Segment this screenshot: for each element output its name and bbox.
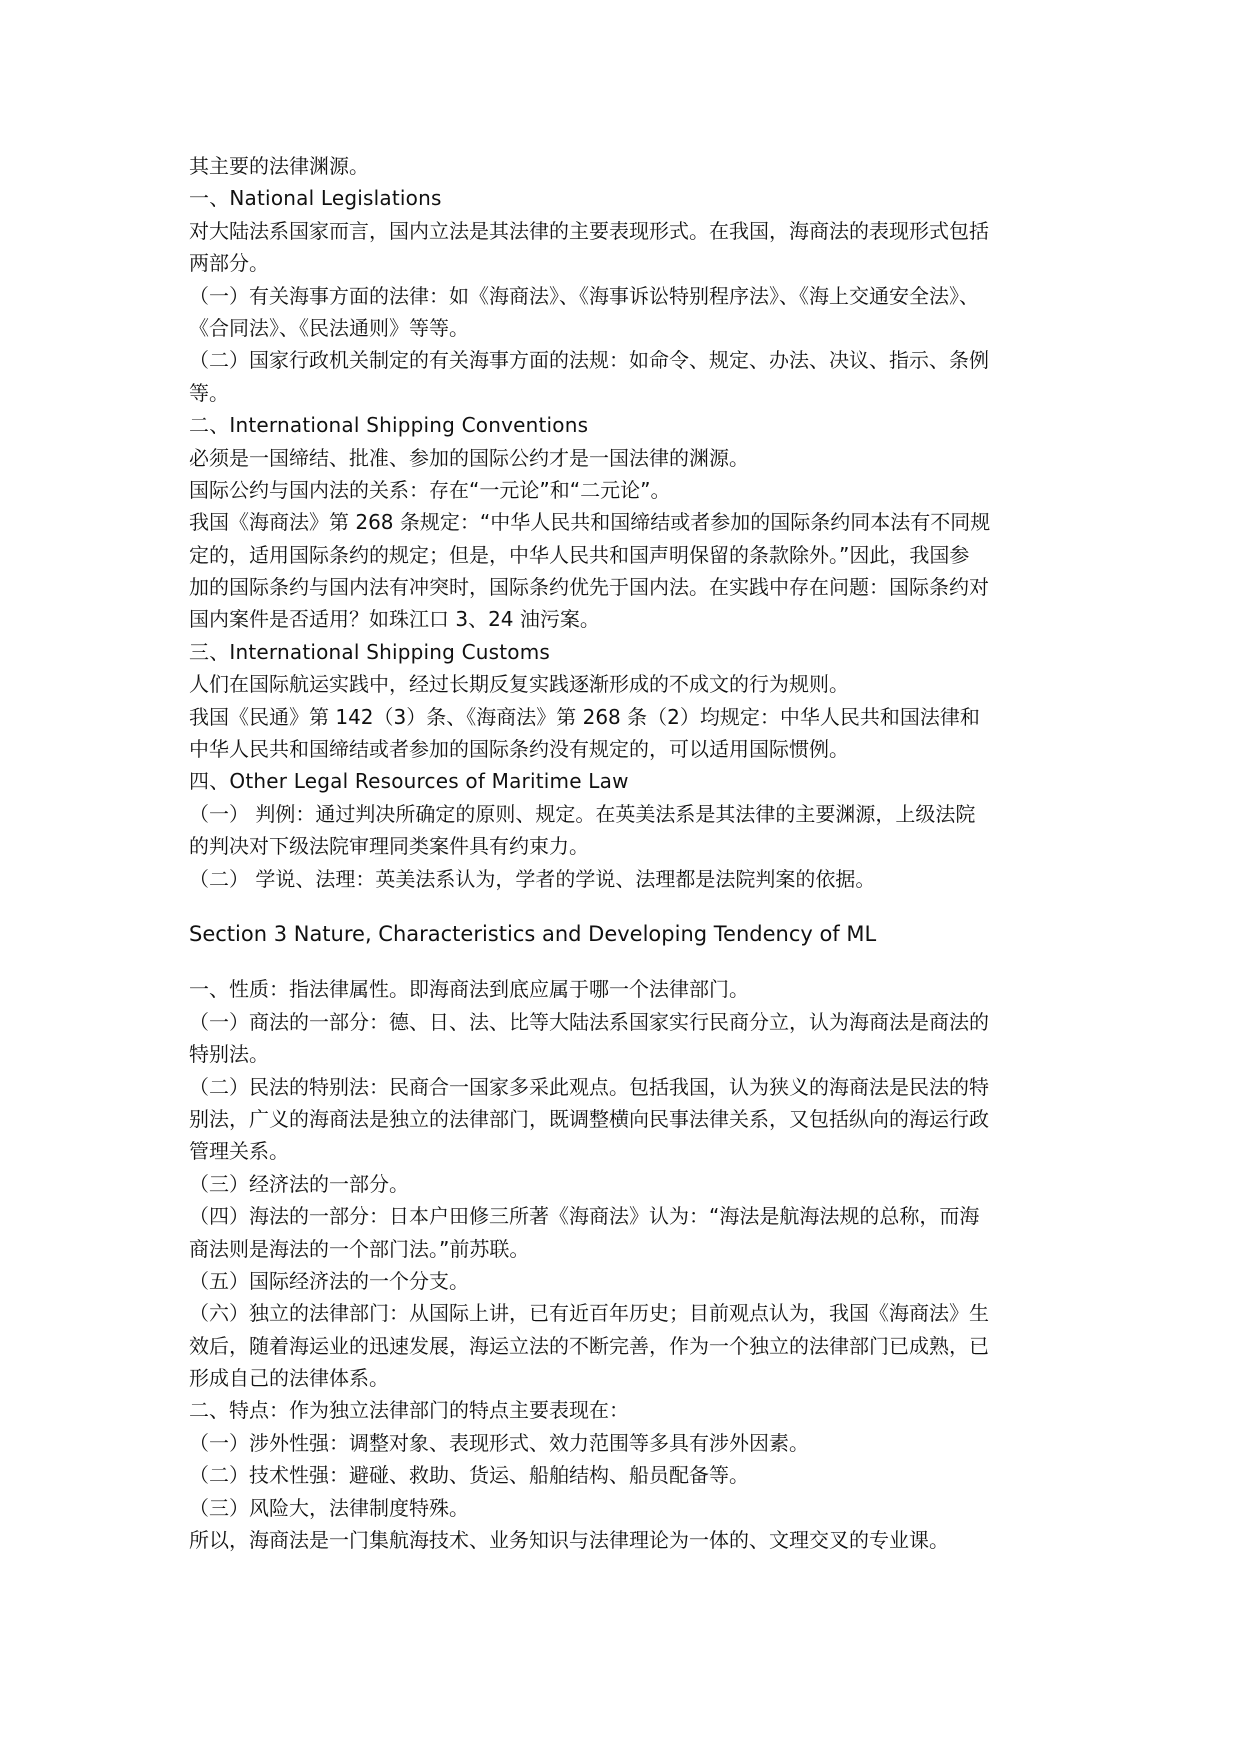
text-line: 国内案件是否适用？如珠江口 3、24 油污案。 [189,607,600,632]
text-line: 必须是一国缔结、批准、参加的国际公约才是一国法律的渊源。 [189,445,749,470]
text-line: 国际公约与国内法的关系：存在“一元论”和“二元论”。 [189,477,671,502]
text-line: （二） 学说、法理：英美法系认为，学者的学说、法理都是法院判案的依据。 [189,866,876,891]
text-line: 效后，随着海运业的迅速发展，海运立法的不断完善，作为一个独立的法律部门已成熟，已 [189,1333,989,1358]
text-line: 形成自己的法律体系。 [189,1366,389,1391]
text-line: 加的国际条约与国内法有冲突时，国际条约优先于国内法。在实践中存在问题：国际条约对 [189,575,989,600]
text-line: （四）海法的一部分：日本户田修三所著《海商法》认为：“海法是航海法规的总称，而海 [189,1204,980,1229]
text-line: 别法，广义的海商法是独立的法律部门，既调整横向民事法律关系，又包括纵向的海运行政 [189,1106,989,1131]
text-line: 定的，适用国际条约的规定；但是，中华人民共和国声明保留的条款除外。”因此，我国参 [189,542,970,567]
text-line: （三）风险大，法律制度特殊。 [189,1495,469,1520]
heading-other-legal-resources: 四、Other Legal Resources of Maritime Law [189,769,629,794]
text-line: （一）商法的一部分：德、日、法、比等大陆法系国家实行民商分立，认为海商法是商法的 [189,1009,989,1034]
text-line: （六）独立的法律部门：从国际上讲，已有近百年历史；目前观点认为，我国《海商法》生 [189,1301,989,1326]
text-line: （一） 判例：通过判决所确定的原则、规定。在英美法系是其法律的主要渊源，上级法院 [189,801,976,826]
heading-international-shipping-customs: 三、International Shipping Customs [189,639,551,664]
text-line: 我国《海商法》第 268 条规定：“中华人民共和国缔结或者参加的国际条约同本法有不同规 [189,510,991,535]
text-line: 二、特点：作为独立法律部门的特点主要表现在： [189,1398,629,1423]
text-line: （三）经济法的一部分。 [189,1171,409,1196]
section-title: Section 3 Nature, Characteristics and Developing Tendency of ML [189,921,877,946]
text-line: 一、性质：指法律属性。即海商法到底应属于哪一个法律部门。 [189,977,749,1002]
document-page [189,150,1057,1556]
text-line: （一）有关海事方面的法律：如《海商法》、《海事诉讼特别程序法》、《海上交通安全法》、 [189,283,979,308]
text-line: （五）国际经济法的一个分支。 [189,1268,469,1293]
text-line: 管理关系。 [189,1139,289,1164]
text-line: （二）技术性强：避碰、救助、货运、船舶结构、船员配备等。 [189,1463,749,1488]
text-line: 的判决对下级法院审理同类案件具有约束力。 [189,834,589,859]
text-line: 等。 [189,380,229,405]
text-line: 两部分。 [189,251,269,276]
text-line: 特别法。 [189,1042,269,1067]
text-line: 其主要的法律渊源。 [189,154,369,178]
text-line: 《合同法》、《民法通则》等等。 [189,315,469,340]
text-line: （二）民法的特别法：民商合一国家多采此观点。包括我国，认为狭义的海商法是民法的特 [189,1074,989,1099]
text-line: 中华人民共和国缔结或者参加的国际条约没有规定的，可以适用国际惯例。 [189,737,849,762]
text-line: 所以，海商法是一门集航海技术、业务知识与法律理论为一体的、文理交叉的专业课。 [189,1528,949,1553]
heading-international-shipping-conventions: 二、International Shipping Conventions [189,413,589,438]
text-line: （一）涉外性强：调整对象、表现形式、效力范围等多具有涉外因素。 [189,1430,809,1455]
heading-national-legislations: 一、National Legislations [189,186,442,211]
text-line: 我国《民通》第 142（3）条、《海商法》第 268 条（2）均规定：中华人民共和国法律和 [189,704,980,729]
text-line: （二）国家行政机关制定的有关海事方面的法规：如命令、规定、办法、决议、指示、条例 [189,348,989,373]
text-line: 对大陆法系国家而言，国内立法是其法律的主要表现形式。在我国，海商法的表现形式包括 [189,218,989,243]
text-line: 商法则是海法的一个部门法。”前苏联。 [189,1236,530,1261]
text-line: 人们在国际航运实践中，经过长期反复实践逐渐形成的不成文的行为规则。 [189,672,849,697]
